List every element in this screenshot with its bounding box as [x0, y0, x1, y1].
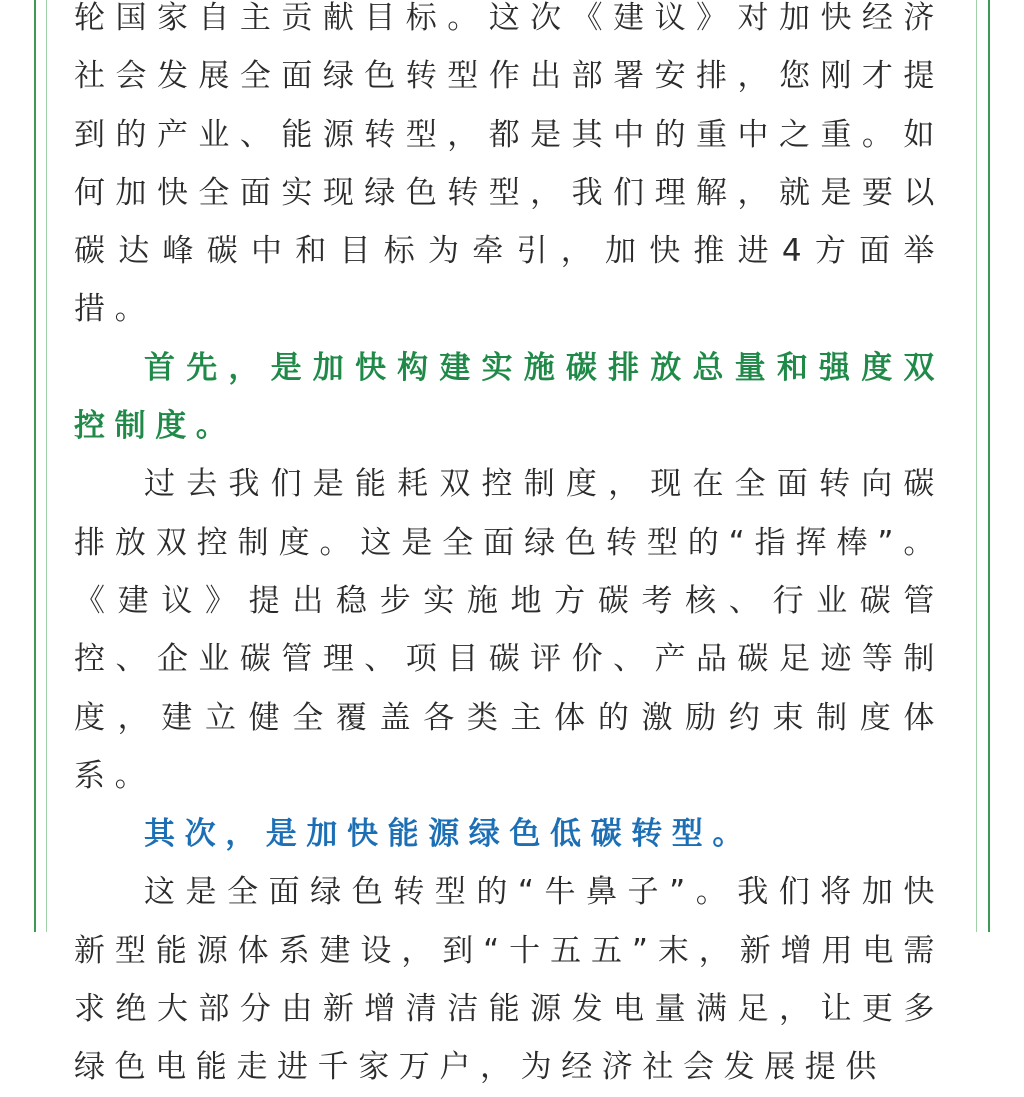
article-body — [74, 0, 944, 1097]
section-heading-second: 其次，是加快能源绿色低碳转型。 — [144, 816, 753, 853]
left-frame-border — [34, 0, 36, 932]
intro-paragraph: 轮国家自主贡献目标。这次《建议》对加快经济社会发展全面绿色转型作出部署安排，您刚才提到的产业、能源转型，都是其中的重中之重。如何加快全面实现绿色转型，我们理解，就是要以碳达峰碳中和目标为牵引，加快推进4方面举措。 — [74, 0, 944, 328]
left-frame-inner-border — [46, 0, 47, 932]
paragraph-second: 这是全面绿色转型的“牛鼻子”。我们将加快新型能源体系建设，到“十五五”末，新增用电需求绝大部分由新增清洁能源发电量满足，让更多绿色电能走进千家万户，为经济社会发展提供 — [74, 874, 944, 1086]
right-frame-border — [988, 0, 990, 932]
right-frame-inner-border — [976, 0, 977, 932]
paragraph-first: 过去我们是能耗双控制度，现在全面转向碳排放双控制度。这是全面绿色转型的“指挥棒”。《建议》提出稳步实施地方碳考核、行业碳管控、企业碳管理、项目碳评价、产品碳足迹等制度，建立健全覆盖各类主体的激励约束制度体系。 — [74, 466, 944, 794]
section-heading-first: 首先，是加快构建实施碳排放总量和强度双控制度。 — [74, 349, 944, 445]
